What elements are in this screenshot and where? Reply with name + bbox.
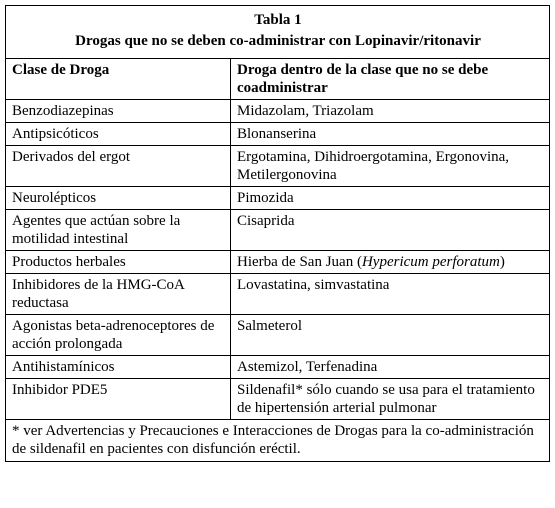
table-title-row: [6, 6, 550, 59]
cell-drug-class: Derivados del ergot: [6, 146, 231, 187]
cell-drug: Ergotamina, Dihidroergotamina, Ergonovina, Metilergonovina: [231, 146, 550, 187]
cell-drug: Cisaprida: [231, 210, 550, 251]
drug-text: Hierba de San Juan (: [237, 254, 362, 270]
footnote: * ver Advertencias y Precauciones e Interacciones de Drogas para la co-administración de sildenafil en pacientes con disfunción eréctil.: [6, 420, 550, 462]
table-row: [6, 210, 550, 251]
table-row: [6, 100, 550, 123]
cell-drug-class: Antipsicóticos: [6, 123, 231, 146]
cell-drug-class: Productos herbales: [6, 251, 231, 274]
cell-drug-class: Agentes que actúan sobre la motilidad intestinal: [6, 210, 231, 251]
cell-drug-class: Inhibidores de la HMG-CoA reductasa: [6, 274, 231, 315]
table-title: Tabla 1: [254, 12, 302, 28]
table-row: [6, 187, 550, 210]
table-row: [6, 379, 550, 420]
table-row: [6, 315, 550, 356]
table-row: [6, 146, 550, 187]
header-drug-in-class: Droga dentro de la clase que no se debe coadministrar: [231, 59, 550, 100]
table-row: [6, 251, 550, 274]
drug-table-container: [5, 5, 550, 462]
cell-drug-class: Benzodiazepinas: [6, 100, 231, 123]
table-title-cell: [6, 6, 550, 59]
cell-drug-class: Neurolépticos: [6, 187, 231, 210]
cell-drug: Salmeterol: [231, 315, 550, 356]
cell-drug: Pimozida: [231, 187, 550, 210]
cell-drug-class: Antihistamínicos: [6, 356, 231, 379]
table-row: [6, 356, 550, 379]
cell-drug: [231, 251, 550, 274]
table-row: [6, 274, 550, 315]
drug-interaction-table: [5, 5, 550, 462]
cell-drug: Sildenafil* sólo cuando se usa para el tratamiento de hipertensión arterial pulmonar: [231, 379, 550, 420]
table-row: [6, 123, 550, 146]
cell-drug-class: Inhibidor PDE5: [6, 379, 231, 420]
drug-text-tail: ): [499, 254, 505, 270]
cell-drug: Midazolam, Triazolam: [231, 100, 550, 123]
table-header-row: [6, 59, 550, 100]
drug-latin-name: Hypericum perforatum: [361, 254, 500, 270]
cell-drug-class: Agonistas beta-adrenoceptores de acción prolongada: [6, 315, 231, 356]
cell-drug: Astemizol, Terfenadina: [231, 356, 550, 379]
footnote-row: [6, 420, 550, 462]
cell-drug: Blonanserina: [231, 123, 550, 146]
cell-drug: Lovastatina, simvastatina: [231, 274, 550, 315]
table-subtitle: Drogas que no se deben co-administrar con Lopinavir/ritonavir: [75, 33, 481, 49]
header-drug-class: Clase de Droga: [6, 59, 231, 100]
